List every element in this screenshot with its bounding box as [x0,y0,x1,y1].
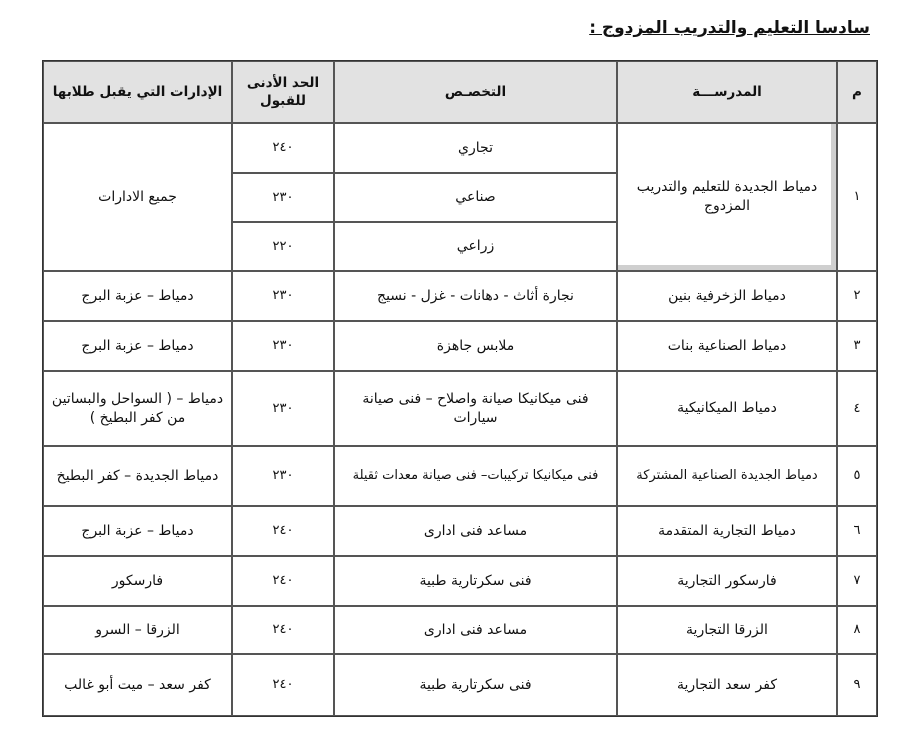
header-specialization: التخصـص [334,61,617,123]
specialization: ملابس جاهزة [334,321,617,371]
header-school: المدرســـة [617,61,837,123]
specialization: فنى سكرتارية طبية [334,654,617,716]
min-score: ٢٤٠ [232,654,334,716]
min-score: ٢٤٠ [232,556,334,606]
specialization: مساعد فنى ادارى [334,606,617,654]
row-number: ٦ [837,506,877,556]
header-min-score: الحد الأدنى للقبول [232,61,334,123]
specialization: زراعي [334,222,617,271]
min-score: ٢٣٠ [232,271,334,321]
administrations: دمياط – عزبة البرج [43,321,232,371]
min-score: ٢٣٠ [232,446,334,506]
row-number: ٤ [837,371,877,446]
min-score: ٢٢٠ [232,222,334,271]
specialization: فنى سكرتارية طبية [334,556,617,606]
row-number: ٢ [837,271,877,321]
specialization: مساعد فنى ادارى [334,506,617,556]
school-name: دمياط الجديدة للتعليم والتدريب المزدوج [617,123,837,271]
min-score: ٢٤٠ [232,506,334,556]
administrations: دمياط – عزبة البرج [43,271,232,321]
administrations: الزرقا – السرو [43,606,232,654]
school-name: دمياط الميكانيكية [617,371,837,446]
section-title: سادسا التعليم والتدريب المزدوج : [589,18,870,38]
administrations: دمياط الجديدة – كفر البطيخ [43,446,232,506]
min-score: ٢٤٠ [232,606,334,654]
row-number: ٣ [837,321,877,371]
row-number: ٩ [837,654,877,716]
specialization: فنى ميكانيكا تركيبات– فنى صيانة معدات ثقيلة [334,446,617,506]
school-name: دمياط الجديدة الصناعية المشتركة [617,446,837,506]
administrations: كفر سعد – ميت أبو غالب [43,654,232,716]
min-score: ٢٤٠ [232,123,334,173]
specialization: تجاري [334,123,617,173]
row-number: ١ [837,123,877,271]
header-administrations: الإدارات التي يقبل طلابها [43,61,232,123]
administrations: جميع الادارات [43,123,232,271]
header-m: م [837,61,877,123]
administrations: فارسكور [43,556,232,606]
administrations: دمياط – عزبة البرج [43,506,232,556]
administrations: دمياط – ( السواحل والبساتين من كفر البطيخ ) [43,371,232,446]
specialization: نجارة أثاث - دهانات - غزل - نسيج [334,271,617,321]
row-number: ٥ [837,446,877,506]
specialization: فنى ميكانيكا صيانة واصلاح – فنى صيانة سيارات [334,371,617,446]
school-name: الزرقا التجارية [617,606,837,654]
school-name: دمياط الزخرفية بنين [617,271,837,321]
school-name: دمياط التجارية المتقدمة [617,506,837,556]
school-name: فارسكور التجارية [617,556,837,606]
row-number: ٧ [837,556,877,606]
min-score: ٢٣٠ [232,321,334,371]
min-score: ٢٣٠ [232,371,334,446]
school-name: كفر سعد التجارية [617,654,837,716]
schools-table [42,60,878,717]
school-name: دمياط الصناعية بنات [617,321,837,371]
row-number: ٨ [837,606,877,654]
min-score: ٢٣٠ [232,173,334,222]
specialization: صناعي [334,173,617,222]
